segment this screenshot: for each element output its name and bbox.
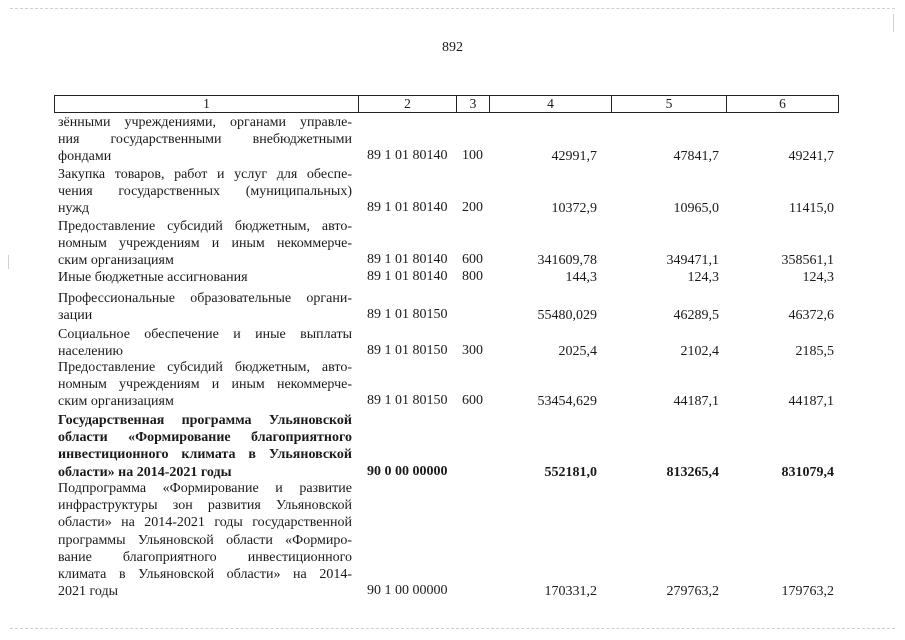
row-value-col-5: 349471,1 (666, 253, 719, 269)
description-line: климата в Ульяновской области» на 2014- (58, 567, 352, 583)
row-classification-code: 89 1 01 80140 (367, 148, 448, 164)
row-classification-code: 89 1 01 80150 (367, 393, 448, 409)
row-value-col-4: 341609,78 (537, 253, 597, 269)
description-line: Иные бюджетные ассигнования (58, 270, 248, 285)
row-expense-type: 200 (462, 200, 483, 216)
row-value-col-5: 46289,5 (673, 308, 719, 324)
description-line: инфраструктуры зон развития Ульяновской (58, 498, 352, 514)
row-value-col-4: 53454,629 (537, 394, 597, 410)
table-row (0, 218, 905, 270)
row-classification-code: 89 1 01 80140 (367, 200, 448, 216)
scan-artifact-right (893, 14, 894, 32)
description-line: зации (58, 308, 93, 324)
description-line: Государственная программа Ульяновской (58, 413, 352, 428)
header-col-4: 4 (489, 95, 612, 113)
row-expense-type: 600 (462, 252, 483, 268)
table-row (0, 326, 905, 360)
row-description (58, 218, 352, 270)
row-value-col-4: 55480,029 (537, 308, 597, 324)
description-line: номным учреждениям и иным некоммерче- (58, 377, 352, 393)
row-value-col-6: 49241,7 (788, 149, 834, 165)
row-classification-code: 89 1 01 80140 (367, 252, 448, 268)
description-line: Закупка товаров, работ и услуг для обеспе- (58, 167, 352, 182)
row-expense-type: 600 (462, 393, 483, 409)
row-value-col-5: 124,3 (687, 270, 719, 285)
description-line: ским организациям (58, 253, 174, 269)
row-value-col-6: 179763,2 (781, 584, 834, 600)
table-row (0, 269, 905, 286)
header-col-1: 1 (54, 95, 359, 113)
page-number: 892 (442, 40, 463, 55)
table-row (0, 480, 905, 600)
scan-artifact-bottom (10, 628, 895, 630)
row-value-col-6: 11415,0 (789, 201, 834, 217)
row-classification-code: 89 1 01 80150 (367, 307, 448, 323)
row-expense-type: 300 (462, 343, 483, 359)
row-value-col-6: 46372,6 (788, 308, 834, 324)
description-line: нужд (58, 201, 90, 217)
description-line: ния государственными внебюджетными (58, 132, 352, 148)
row-description (58, 114, 352, 166)
description-line: населению (58, 344, 123, 360)
header-col-2: 2 (358, 95, 457, 113)
row-value-col-5: 2102,4 (680, 344, 719, 360)
description-line: Профессиональные образовательные органи- (58, 291, 352, 306)
table-row (0, 114, 905, 166)
header-col-6: 6 (726, 95, 839, 113)
header-col-5: 5 (611, 95, 727, 113)
description-line: инвестиционного климата в Ульяновской (58, 447, 352, 463)
description-line: ским организациям (58, 394, 174, 410)
row-description (58, 359, 352, 411)
table-row (0, 290, 905, 324)
description-line: программы Ульяновской области «Формиро- (58, 532, 352, 548)
row-value-col-5: 44187,1 (673, 394, 719, 410)
description-line: вание благоприятного инвестиционного (58, 549, 352, 565)
row-expense-type: 100 (462, 148, 483, 164)
row-value-col-4: 144,3 (565, 270, 597, 285)
description-line: Предоставление субсидий бюджетным, авто- (58, 219, 352, 234)
row-value-col-6: 44187,1 (788, 394, 834, 410)
description-line: Социальное обеспечение и иные выплаты (58, 327, 352, 342)
row-classification-code: 90 0 00 00000 (367, 463, 448, 479)
row-classification-code: 89 1 01 80150 (367, 343, 448, 359)
row-description (58, 412, 352, 481)
description-line: 2021 годы (58, 584, 119, 600)
row-value-col-6: 358561,1 (781, 253, 834, 269)
row-value-col-5: 813265,4 (666, 464, 719, 480)
row-value-col-5: 10965,0 (673, 201, 719, 217)
row-value-col-6: 2185,5 (795, 344, 834, 360)
row-expense-type: 800 (462, 269, 483, 284)
row-value-col-5: 47841,7 (673, 149, 719, 165)
scan-artifact-top (10, 8, 895, 10)
row-description (58, 166, 352, 218)
header-col-3: 3 (456, 95, 490, 113)
description-line: Подпрограмма «Формирование и развитие (58, 481, 352, 496)
table-row (0, 412, 905, 481)
description-line: чения государственных (муниципальных) (58, 184, 352, 200)
row-value-col-4: 2025,4 (558, 344, 597, 360)
row-classification-code: 89 1 01 80140 (367, 269, 448, 284)
description-line: зёнными учреждениями, органами управле- (58, 115, 352, 130)
row-value-col-5: 279763,2 (666, 584, 719, 600)
description-line: области» на 2014-2021 годы (58, 464, 232, 480)
row-description (58, 290, 352, 324)
description-line: фондами (58, 149, 112, 165)
description-line: области» на 2014-2021 годы государственной (58, 515, 352, 531)
row-value-col-6: 124,3 (802, 270, 834, 285)
description-line: номным учреждениям и иным некоммерче- (58, 236, 352, 252)
row-description (58, 480, 352, 600)
row-value-col-4: 10372,9 (551, 201, 597, 217)
row-classification-code: 90 1 00 00000 (367, 583, 448, 599)
row-value-col-6: 831079,4 (781, 464, 834, 480)
table-row (0, 166, 905, 218)
row-description (58, 326, 352, 360)
table-header-row (54, 95, 838, 113)
row-value-col-4: 42991,7 (551, 149, 597, 165)
description-line: области «Формирование благоприятного (58, 430, 352, 446)
row-value-col-4: 170331,2 (544, 584, 597, 600)
description-line: Предоставление субсидий бюджетным, авто- (58, 360, 352, 375)
table-row (0, 359, 905, 411)
row-value-col-4: 552181,0 (544, 464, 597, 480)
row-description (58, 269, 352, 286)
